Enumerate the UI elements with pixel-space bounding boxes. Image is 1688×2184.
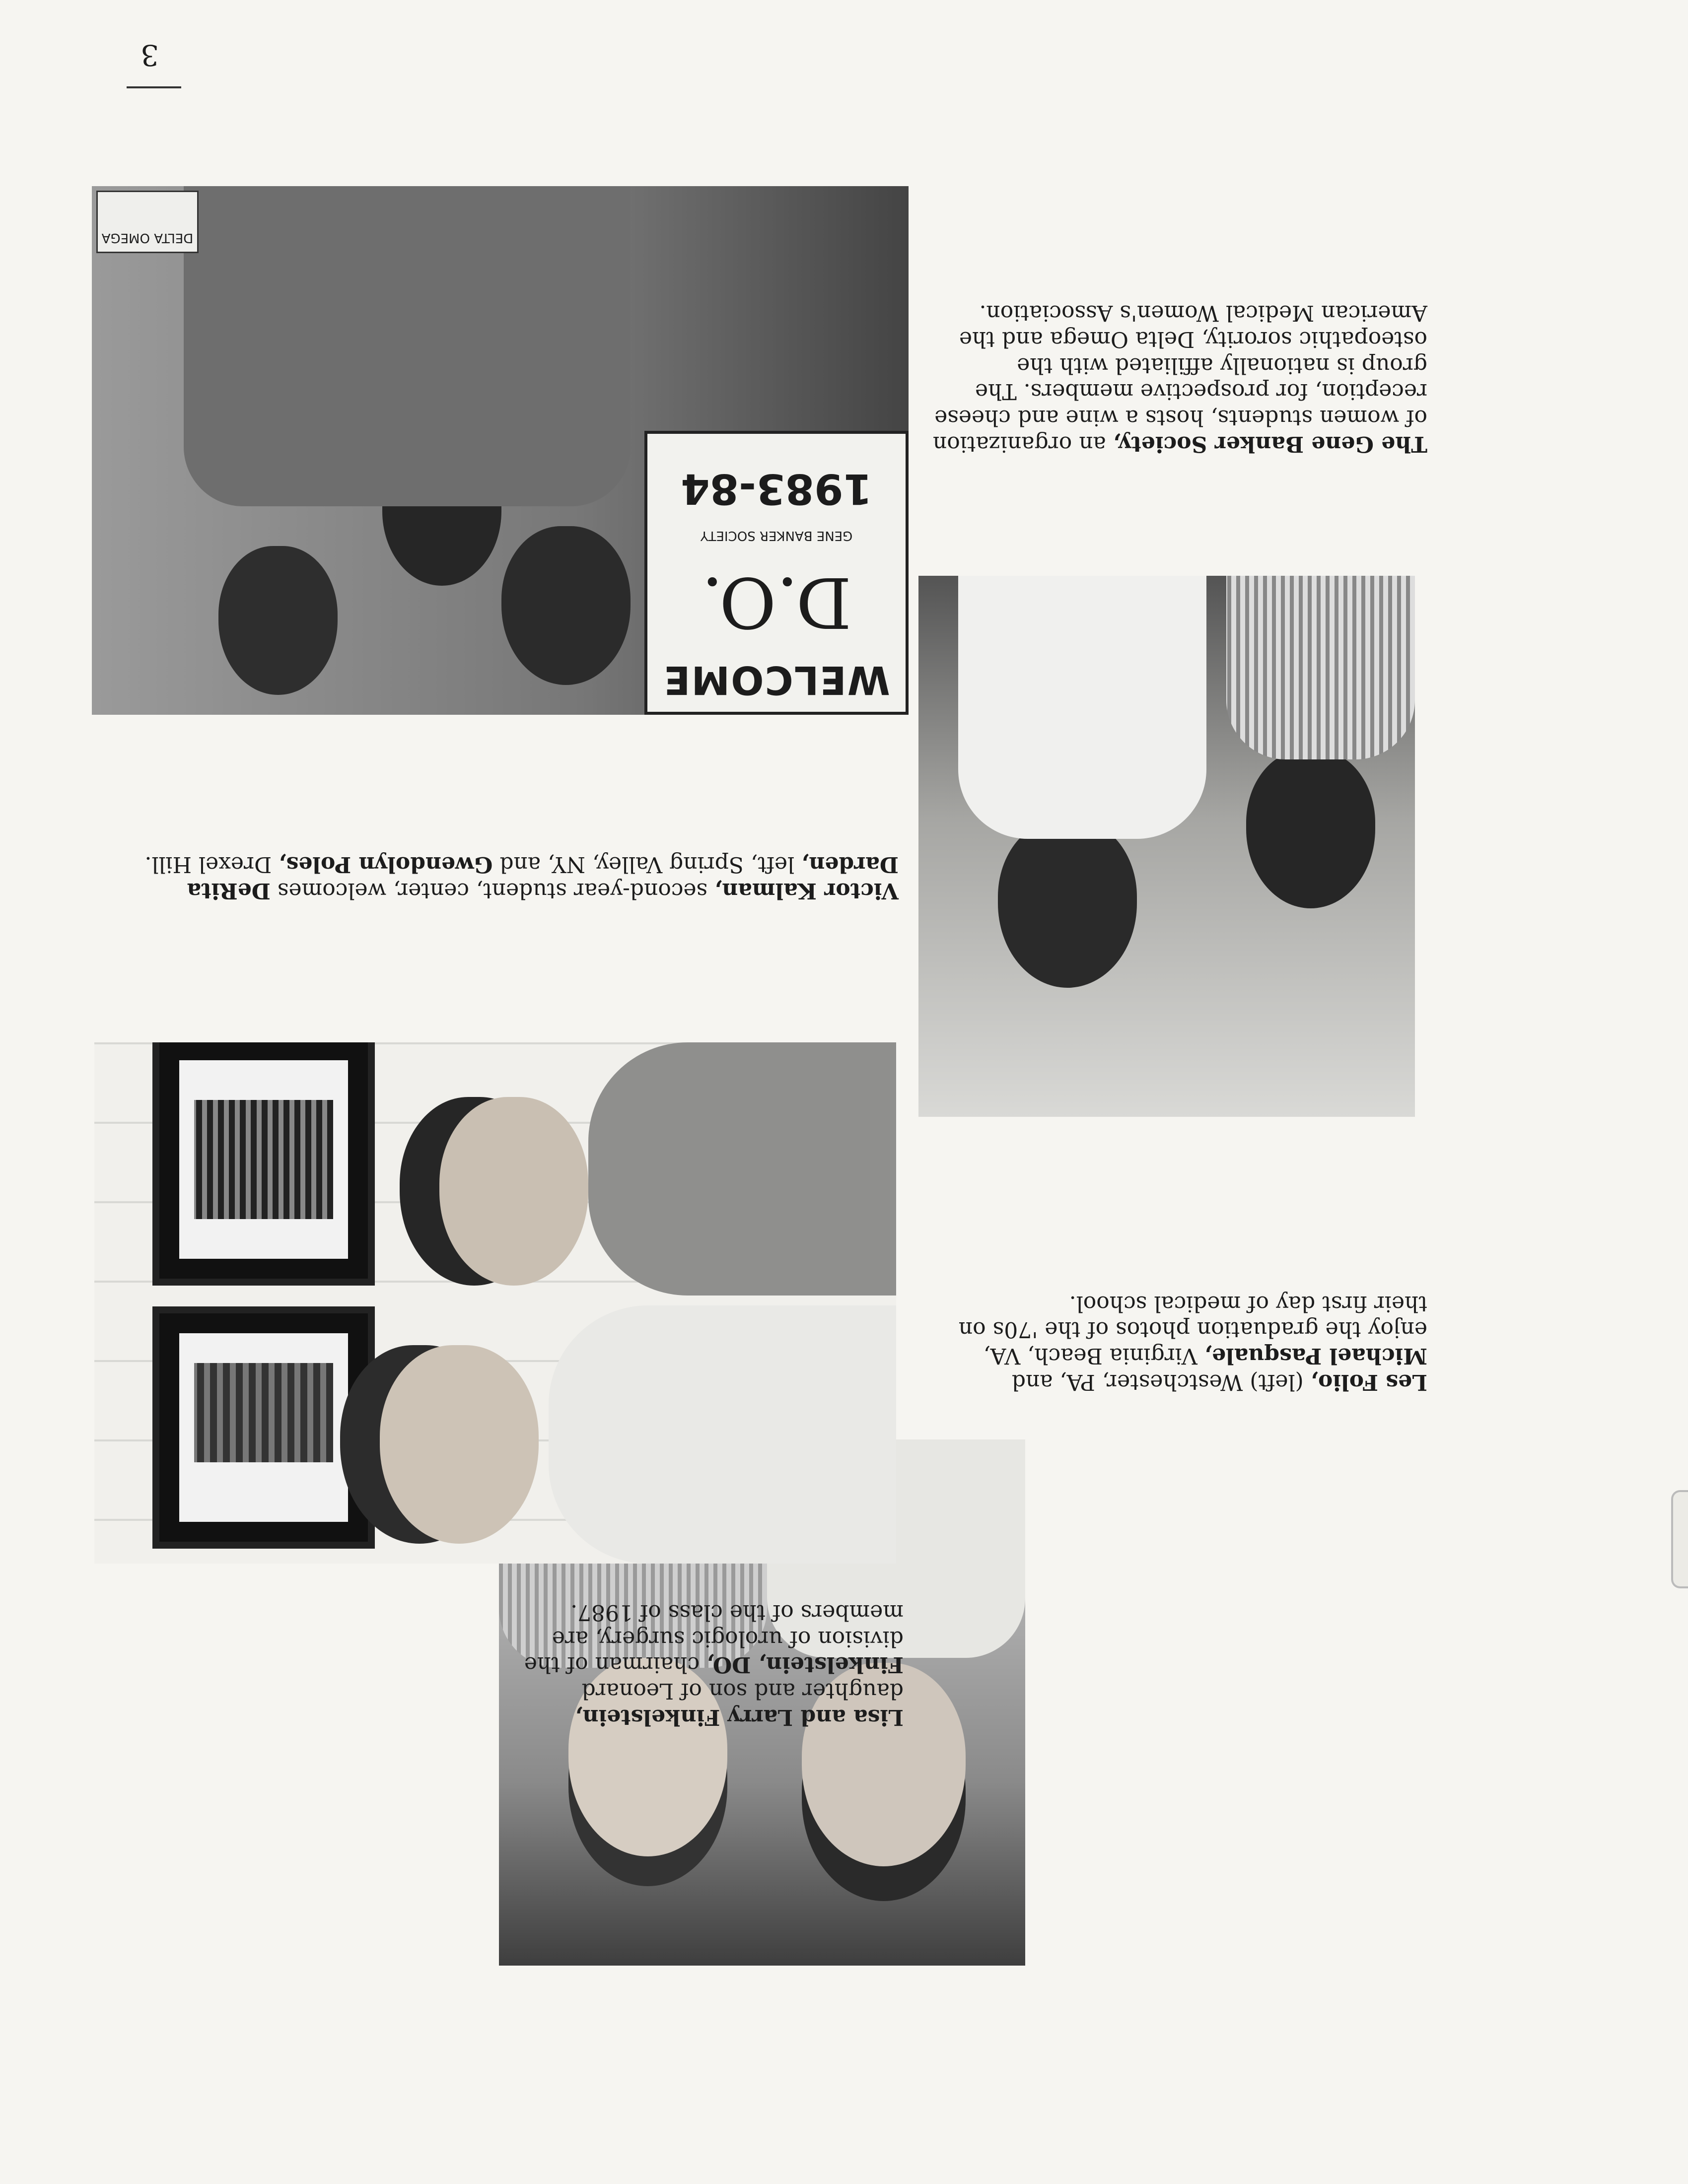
caption-welcome-text-2: left, Spring Valley, NY, and bbox=[492, 852, 802, 878]
caption-welcome-text-1: second-year student, center, welcomes bbox=[270, 878, 715, 903]
welcome-sign-society: GENE BANKER SOCIETY bbox=[700, 528, 853, 543]
welcome-sign-year: 1983-84 bbox=[681, 465, 872, 513]
welcome-sign-logo: D.O. bbox=[701, 561, 852, 642]
photo-graduation-view bbox=[94, 1042, 896, 1564]
caption-finkelstein-bold-2: Finkelstein, DO, bbox=[706, 1652, 904, 1678]
framed-graduation-photo-1 bbox=[152, 1306, 375, 1549]
student-1-body bbox=[549, 1305, 896, 1564]
caption-finkelstein-bold: Lisa and Larry Finkelstein, bbox=[575, 1705, 904, 1730]
caption-banker-text-1: an organization of women students, hosts a wine and cheese reception, for prospective members. The group is nationally affiliated with the osteopathic sorority, Delta Omega and the American Medical Women's Association. bbox=[932, 300, 1427, 457]
page-number-rule bbox=[127, 86, 181, 88]
caption-welcome-bold-2: DeRita Darden, bbox=[187, 852, 899, 903]
woman-1-head bbox=[998, 819, 1137, 988]
caption-finkelstein-text-1: daughter and son of Leonard bbox=[581, 1678, 904, 1704]
framed-graduation-photo-2 bbox=[152, 1042, 375, 1286]
student-1-head bbox=[380, 1345, 539, 1544]
student-2-body bbox=[588, 1042, 896, 1296]
student-2-head bbox=[439, 1097, 588, 1286]
person-a-head bbox=[501, 526, 631, 685]
photo-welcome bbox=[92, 186, 909, 715]
caption-welcome bbox=[89, 851, 899, 903]
caption-finkelstein-text-2: chairman of the division of urologic surgery, are members of the class of 1987. bbox=[524, 1599, 904, 1678]
caption-welcome-bold: Victor Kalman, bbox=[714, 878, 899, 903]
caption-finkelstein bbox=[496, 1599, 904, 1730]
caption-graduation-bold-2: Michael Pasquale, bbox=[1204, 1343, 1427, 1369]
caption-banker-bold: The Gene Banker Society, bbox=[1113, 431, 1427, 457]
people-bodies bbox=[184, 186, 631, 506]
caption-les-michael bbox=[931, 1290, 1427, 1395]
welcome-sign bbox=[644, 431, 909, 715]
caption-graduation-text-1: (left) Westchester, PA, and bbox=[1011, 1369, 1311, 1395]
caption-graduation-text-2: Virginia Beach, VA, enjoy the graduation photos of the '70s on their first day of medical school. bbox=[958, 1291, 1427, 1369]
woman-1-body bbox=[958, 576, 1206, 839]
woman-2-body bbox=[1226, 576, 1415, 759]
delta-omega-sign: DELTA OMEGA bbox=[96, 191, 199, 253]
caption-graduation-bold: Les Folio, bbox=[1310, 1369, 1427, 1395]
caption-banker bbox=[911, 299, 1427, 457]
photo-reception bbox=[918, 576, 1415, 1117]
woman-2-head bbox=[1246, 750, 1375, 908]
caption-welcome-bold-3: Gwendolyn Poles, bbox=[279, 852, 493, 878]
person-c-head bbox=[218, 546, 338, 695]
binding-tab bbox=[1671, 1490, 1688, 1588]
caption-welcome-text-3: Drexel Hill. bbox=[144, 852, 279, 878]
page-number: 3 bbox=[141, 38, 159, 72]
welcome-sign-title: WELCOME bbox=[663, 657, 890, 702]
